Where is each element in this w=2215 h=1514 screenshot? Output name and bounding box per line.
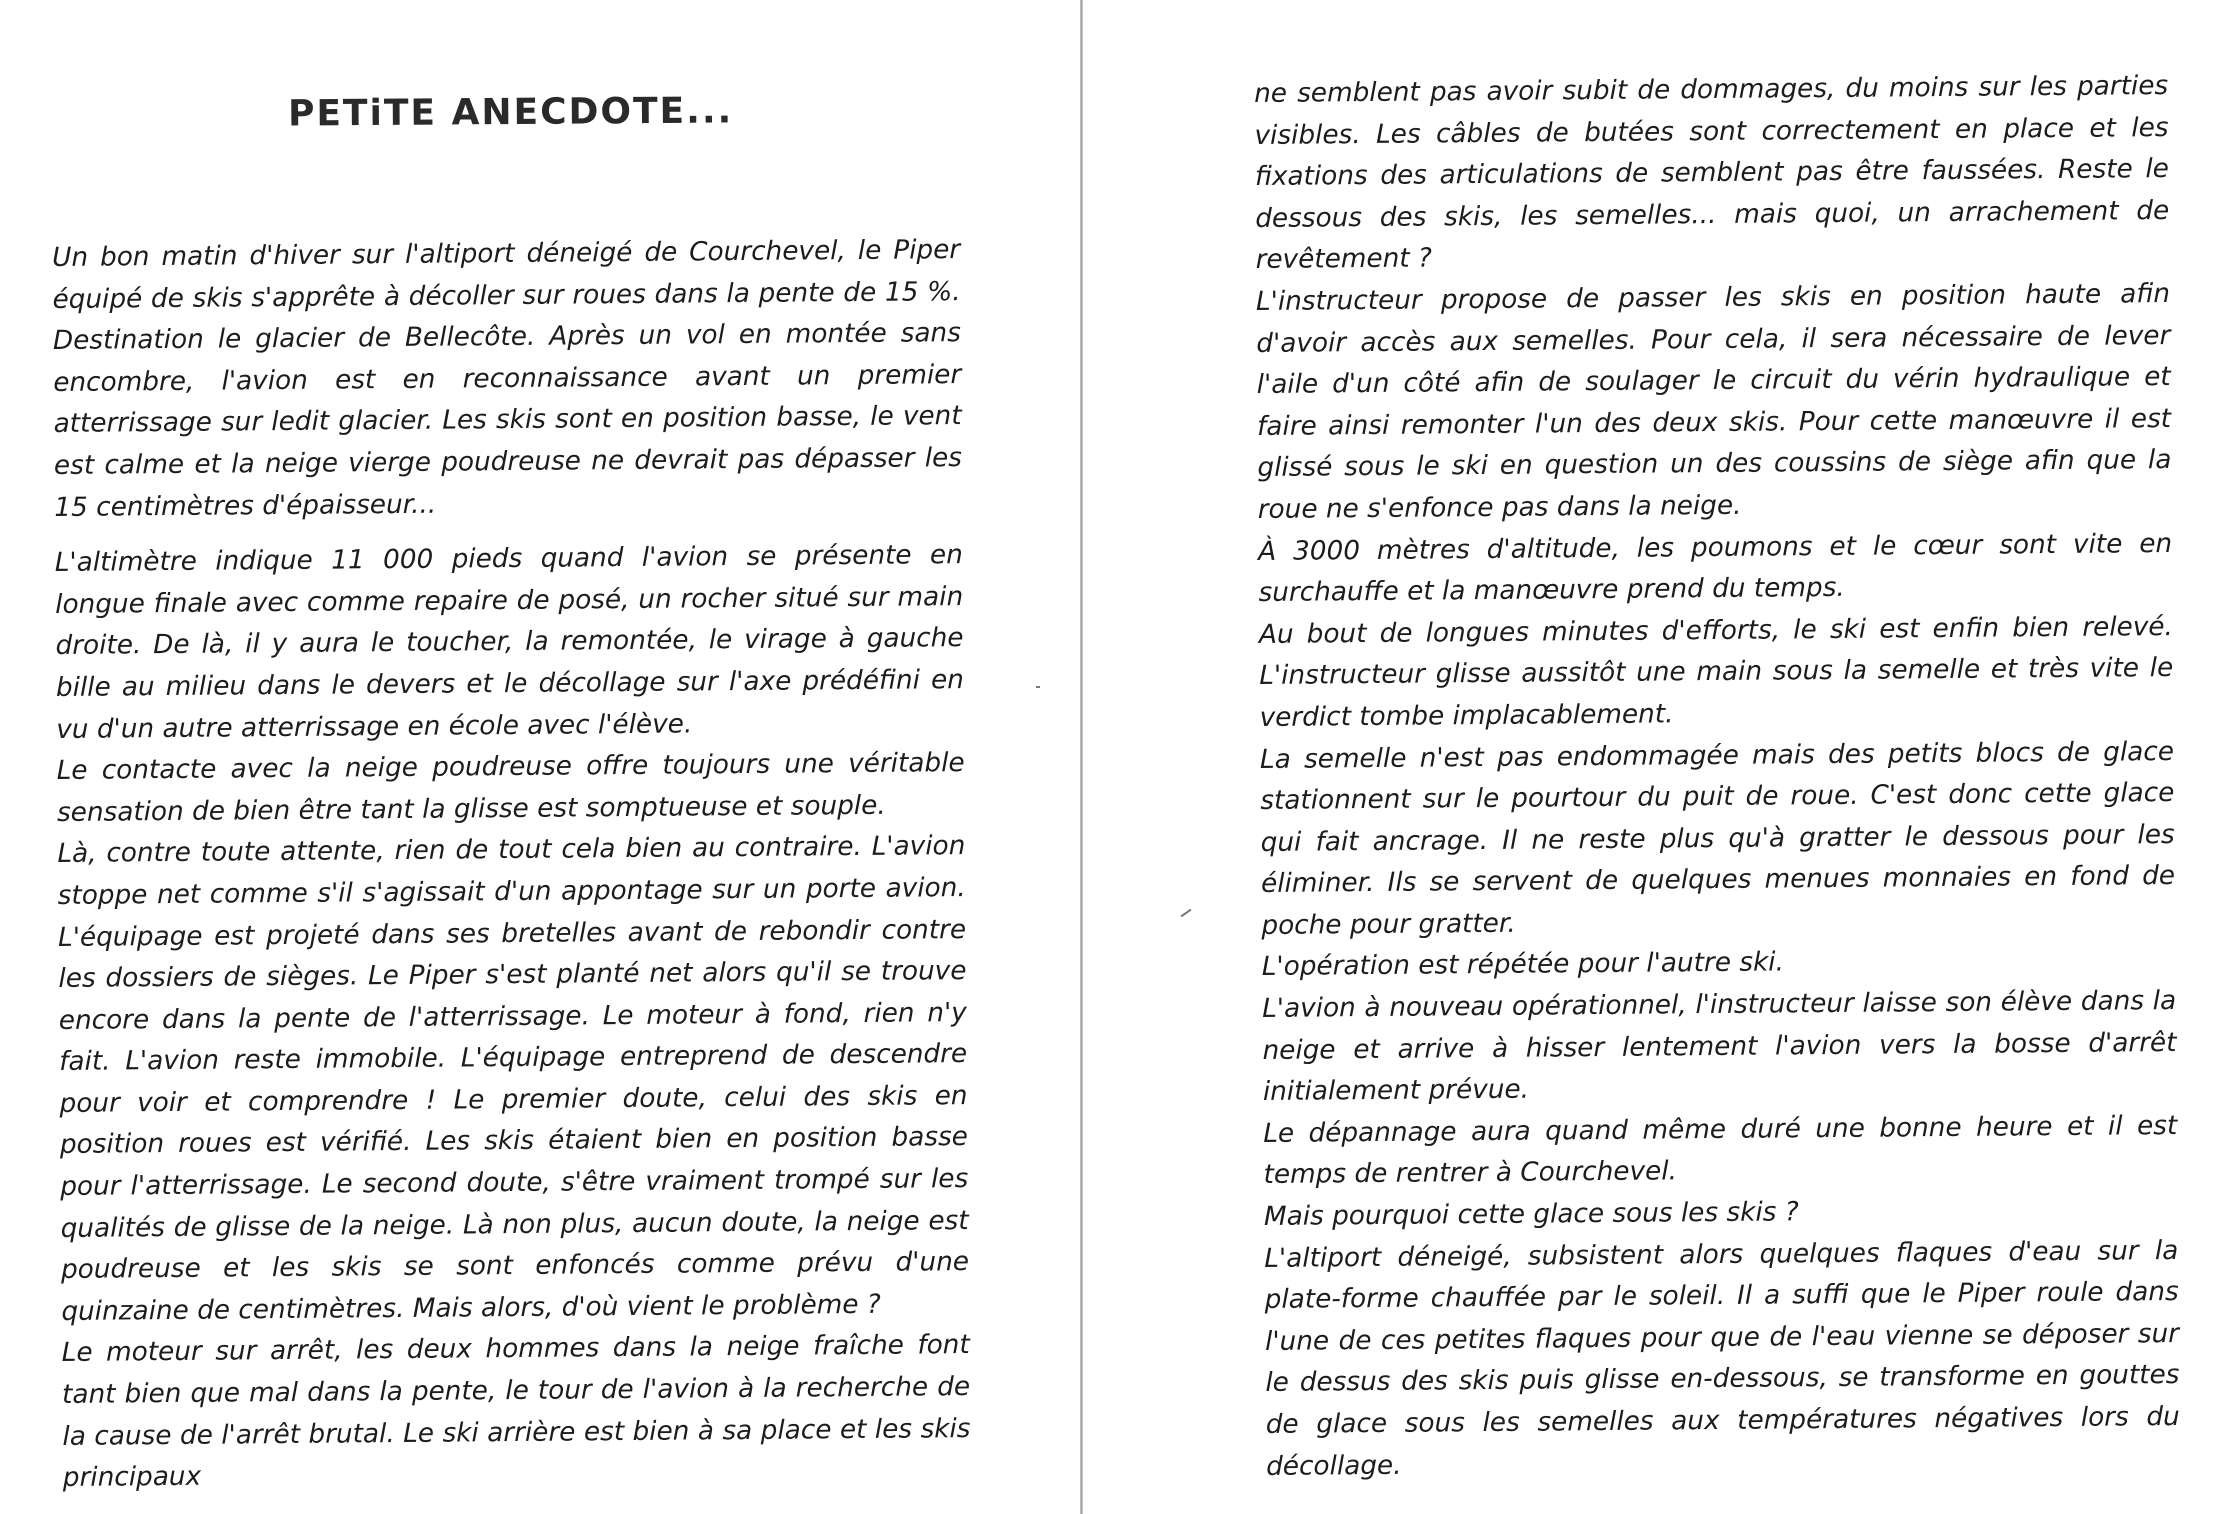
paragraph: ne semblent pas avoir subit de dommages, du moins sur les parties visibles. Les câbles de butées sont correctement en place et les fixations des articulations de semblent pas être faussées. Reste le dessous des skis, les semelles... mais quoi, un arrachement de revêtement ? [1254,71,2170,276]
right-text-column [1254,66,2180,1488]
paragraph: Mais pourquoi cette glace sous les skis ? [1263,1197,1799,1232]
paragraph: À 3000 mètres d'altitude, les poumons et le cœur sont vite en surchauffe et la manœuvre prend du temps. [1258,528,2173,609]
paragraph: L'altimètre indique 11 000 pieds quand l'avion se présente en longue finale avec comme repaire de posé, un rocher situé sur main droite. De là, il y aura le toucher, la remontée, le virage à gauche bille au milieu dans le devers et le décollage sur l'axe prédéfini en vu d'un autre atterrissage en école avec l'élève. [54,540,965,745]
paragraph: Là, contre toute attente, rien de tout cela bien au contraire. L'avion stoppe net comme s'il s'agissait d'un appontage sur un porte avion. L'équipage est projeté dans ses bretelles avant de rebondir contre les dossiers de sièges. Le Piper s'est planté net alors qu'il se trouve encore dans la pente de l'atterrissage. Le moteur à fond, rien n'y fait. L'avion reste immobile. L'équipage entreprend de descendre pour voir et comprendre ! Le premier doute, celui des skis en position roues est vérifié. Les skis étaient bien en position basse pour l'atterrissage. Le second doute, s'être vraiment trompé sur les qualités de glisse de la neige. Là non plus, aucun doute, la neige est poudreuse et les skis se sont enfoncés comme prévu d'une quinzaine de centimètres. Mais alors, d'où vient le problème ? [57,831,970,1327]
paragraph: Le contacte avec la neige poudreuse offre toujours une véritable sensation de bien être tant la glisse est somptueuse et souple. [56,748,965,828]
left-page [0,0,1082,1514]
right-page [1082,0,2215,1514]
paragraph: Au bout de longues minutes d'efforts, le ski est enfin bien relevé. L'instructeur glisse aussitôt une main sous la semelle et très vite le verdict tombe implacablement. [1258,611,2174,733]
scan-speck [1036,686,1040,688]
paragraph: L'opération est répétée pour l'autre ski. [1261,947,1785,983]
left-text-column [52,230,971,1500]
paragraph: Le moteur sur arrêt, les deux hommes dans la neige fraîche font tant bien que mal dans la pente, le tour de l'avion à la recherche de la cause de l'arrêt brutal. Le ski arrière est bien à sa place et les skis principaux [61,1330,971,1494]
paragraph: L'avion à nouveau opérationnel, l'instructeur laisse son élève dans la neige et arrive à hisser lentement l'avion vers la bosse d'arrêt initialement prévue. [1262,986,2177,1108]
paragraph: La semelle n'est pas endommagée mais des petits blocs de glace stationnent sur le pourtour du puit de roue. C'est donc cette glace qui fait ancrage. Il ne reste plus qu'à gratter le dessous pour les éliminer. Ils se servent de quelques menues monnaies en fond de poche pour gratter. [1259,736,2176,941]
paragraph: Le dépannage aura quand même duré une bonne heure et il est temps de rentrer à Courchevel. [1263,1110,2178,1191]
paragraph: L'instructeur propose de passer les skis en position haute afin d'avoir accès aux semelles. Pour cela, il sera nécessaire de lever l'aile d'un côté afin de soulager le circuit du vérin hydraulique et faire ainsi remonter l'un des deux skis. Pour cette manœuvre il est glissé sous le ski en question un des coussins de siège afin que la roue ne s'enfonce pas dans la neige. [1255,278,2172,525]
paragraph: Un bon matin d'hiver sur l'altiport déneigé de Courchevel, le Piper équipé de skis s'apprête à décoller sur roues dans la pente de 15 %. Destination le glacier de Bellecôte. Après un vol en montée sans encombre, l'avion est en reconnaissance avant un premier atterrissage sur ledit glacier. Les skis sont en position basse, le vent est calme et la neige vierge poudreuse ne devrait pas dépasser les 15 centimètres d'épaisseur... [52,235,963,523]
page-title: PETiTE ANECDOTE... [287,90,734,135]
paragraph: L'altiport déneigé, subsistent alors quelques flaques d'eau sur la plate-forme chauffée par le soleil. Il a suffi que le Piper roule dans l'une de ces petites flaques pour que de l'eau vienne se déposer sur le dessus des skis puis glisse en-dessous, se transforme en gouttes de glace sous les semelles aux températures négatives lors du décollage. [1264,1235,2180,1482]
